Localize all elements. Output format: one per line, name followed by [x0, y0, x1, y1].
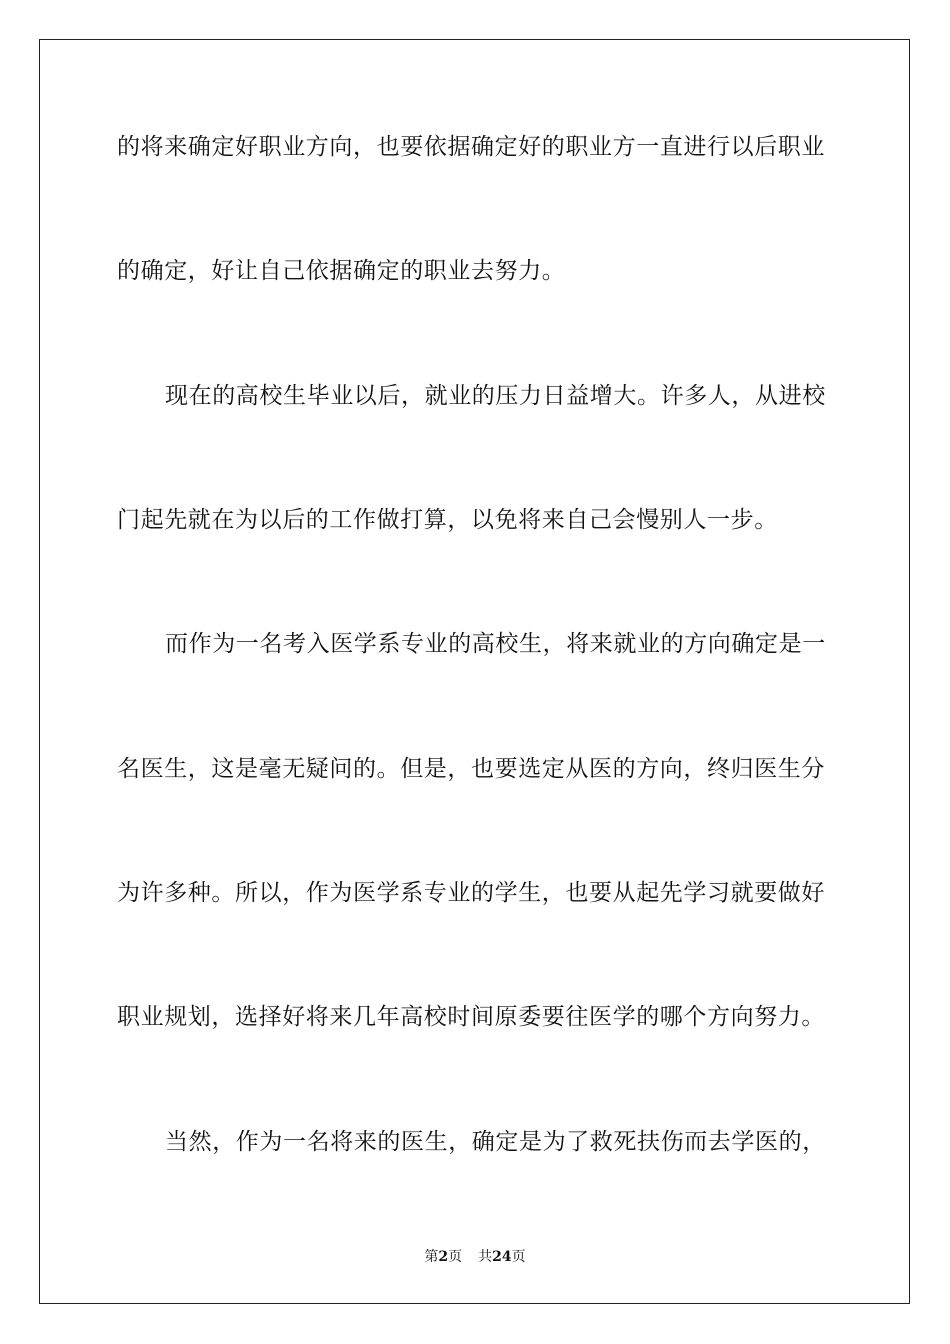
body-line-1: 的将来确定好职业方向，也要依据确定好的职业方一直进行以后职业 — [117, 134, 825, 160]
page-prefix: 第 — [424, 1249, 439, 1265]
body-line-7: 为许多种。所以，作为医学系专业的学生，也要从起先学习就要做好 — [117, 880, 825, 906]
body-line-9: 当然，作为一名将来的医生，确定是为了救死扶伤而去学医的， — [165, 1129, 826, 1155]
body-line-6: 名医生，这是毫无疑问的。但是，也要选定从医的方向，终归医生分 — [117, 756, 825, 782]
total-suffix: 页 — [511, 1249, 526, 1265]
body-line-5: 而作为一名考入医学系专业的高校生，将来就业的方向确定是一 — [165, 631, 826, 657]
body-line-4: 门起先就在为以后的工作做打算，以免将来自己会慢别人一步。 — [117, 507, 778, 533]
page-suffix: 页 — [448, 1249, 463, 1265]
page-footer — [0, 1247, 950, 1267]
total-prefix: 共 — [478, 1249, 493, 1265]
body-line-2: 的确定，好让自己依据确定的职业去努力。 — [117, 258, 566, 284]
page-border — [39, 39, 910, 1304]
body-line-8: 职业规划，选择好将来几年高校时间原委要往医学的哪个方向努力。 — [117, 1004, 825, 1030]
body-line-3: 现在的高校生毕业以后，就业的压力日益增大。许多人，从进校 — [165, 383, 826, 409]
total-pages: 24 — [492, 1249, 512, 1265]
page-number: 2 — [438, 1249, 449, 1265]
